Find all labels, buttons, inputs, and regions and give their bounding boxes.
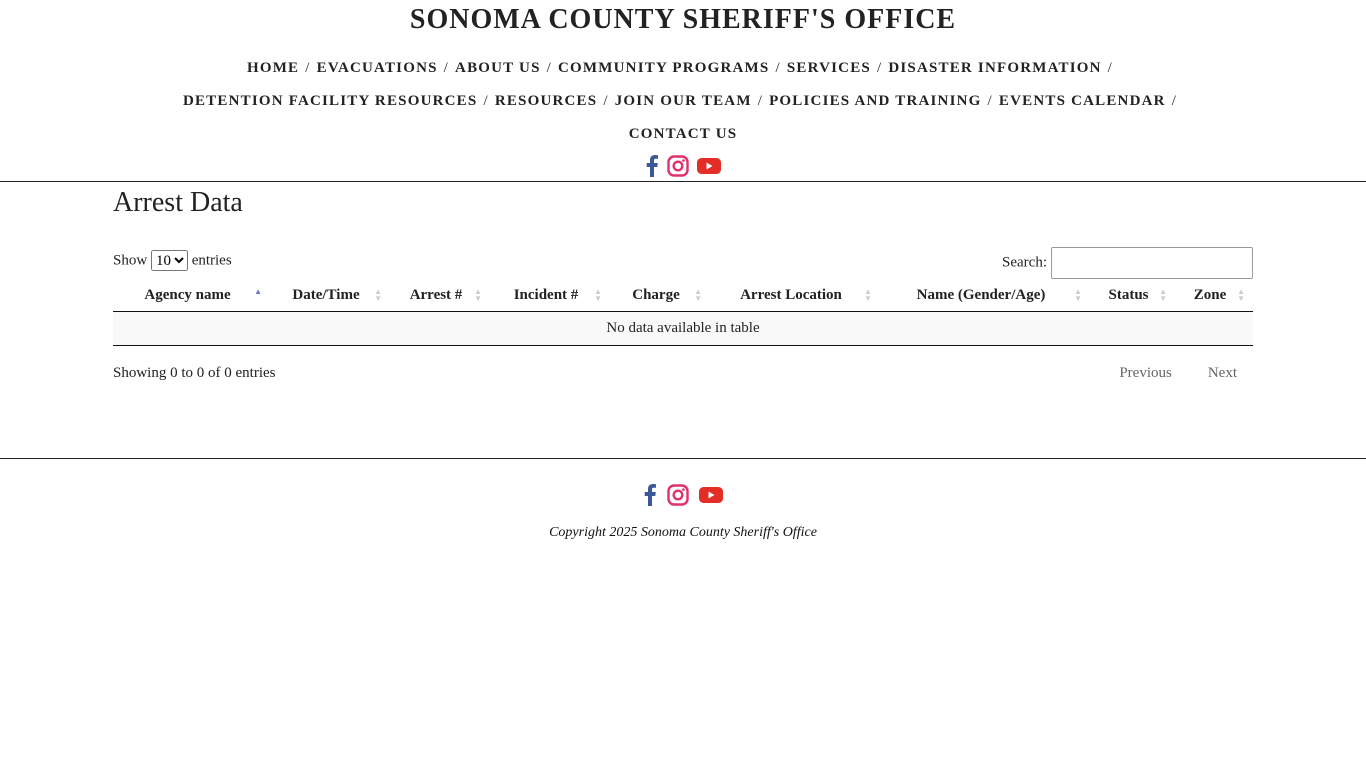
nav-item-detention-facility-resources[interactable]: DETENTION FACILITY RESOURCES	[182, 93, 478, 109]
sort-icon: ▲ ▼	[1237, 287, 1245, 303]
page-length-select[interactable]	[151, 250, 188, 271]
site-footer	[0, 479, 1366, 541]
nav-separator: /	[757, 93, 764, 109]
facebook-icon[interactable]	[645, 155, 659, 177]
arrest-data-table	[113, 280, 1253, 346]
nav-item-community-programs[interactable]: COMMUNITY PROGRAMS	[558, 60, 770, 76]
table-row	[113, 311, 1253, 345]
page-title: Arrest Data	[113, 187, 243, 218]
site-header	[0, 0, 1366, 181]
empty-table-message: No data available in table	[113, 311, 1253, 345]
previous-button[interactable]: Previous	[1119, 365, 1172, 381]
youtube-icon[interactable]	[699, 486, 723, 504]
main-nav	[163, 52, 1203, 151]
column-header-label: Charge	[632, 286, 680, 303]
nav-item-home[interactable]: HOME	[246, 60, 300, 76]
nav-separator: /	[987, 93, 993, 109]
column-header-incident[interactable]	[490, 280, 610, 311]
table-header-row	[113, 280, 1253, 311]
nav-item-events-calendar[interactable]: EVENTS CALENDAR	[998, 93, 1166, 109]
entries-label: entries	[191, 252, 232, 269]
sort-icon: ▲ ▼	[374, 287, 382, 303]
footer-social-links	[0, 479, 1366, 511]
page-length-control	[113, 250, 232, 271]
sort-icon: ▲ ▼	[864, 287, 872, 303]
nav-separator: /	[603, 93, 609, 109]
instagram-icon[interactable]	[667, 155, 689, 177]
column-header-zone[interactable]	[1175, 280, 1253, 311]
nav-separator: /	[775, 60, 781, 76]
instagram-icon[interactable]	[667, 484, 689, 506]
sort-icon: ▲ ▼	[1074, 287, 1082, 303]
search-label: Search:	[1002, 254, 1047, 271]
footer-divider	[0, 458, 1366, 459]
nav-item-join-our-team[interactable]: JOIN OUR TEAM	[614, 93, 752, 109]
pagination	[1083, 365, 1253, 382]
header-social-links	[0, 151, 1366, 181]
column-header-label: Name (Gender/Age)	[916, 286, 1046, 303]
sort-icon: ▲ ▼	[474, 287, 482, 303]
nav-item-resources[interactable]: RESOURCES	[494, 93, 598, 109]
column-header-arrest[interactable]	[390, 280, 490, 311]
next-button[interactable]: Next	[1207, 365, 1237, 381]
sort-icon: ▲ ▼	[694, 287, 702, 303]
sort-icon: ▲ ▼	[594, 287, 602, 303]
column-header-date-time[interactable]	[270, 280, 390, 311]
nav-separator: /	[305, 60, 311, 76]
nav-separator: /	[483, 93, 489, 109]
column-header-label: Agency name	[144, 286, 231, 303]
search-input[interactable]	[1051, 247, 1253, 279]
sort-icon: ▲ ▼	[1159, 287, 1167, 303]
youtube-icon[interactable]	[697, 157, 721, 175]
column-header-label: Arrest Location	[740, 286, 842, 303]
search-control	[1002, 247, 1253, 279]
show-label: Show	[113, 252, 148, 269]
nav-item-policies-and-training[interactable]: POLICIES AND TRAINING	[769, 93, 982, 109]
nav-separator: /	[1171, 93, 1178, 109]
nav-separator: /	[546, 60, 553, 76]
column-header-label: Zone	[1193, 286, 1227, 303]
nav-item-disaster-information[interactable]: DISASTER INFORMATION	[888, 60, 1102, 76]
nav-item-services[interactable]: SERVICES	[786, 60, 871, 76]
column-header-agency-name[interactable]	[113, 280, 270, 311]
column-header-label: Incident #	[513, 286, 579, 303]
nav-separator: /	[443, 60, 450, 76]
column-header-status[interactable]	[1090, 280, 1175, 311]
column-header-label: Date/Time	[292, 286, 360, 303]
nav-item-about-us[interactable]: ABOUT US	[455, 60, 541, 76]
column-header-name-gender-age[interactable]	[880, 280, 1090, 311]
column-header-label: Arrest #	[409, 286, 463, 303]
table-info: Showing 0 to 0 of 0 entries	[113, 365, 276, 381]
main-content	[113, 182, 1253, 458]
nav-item-contact-us[interactable]: CONTACT US	[628, 126, 738, 142]
nav-separator: /	[876, 60, 883, 76]
copyright: Copyright 2025 Sonoma County Sheriff's Office	[549, 525, 817, 540]
nav-item-evacuations[interactable]: EVACUATIONS	[316, 60, 438, 76]
site-title: SONOMA COUNTY SHERIFF'S OFFICE	[409, 4, 957, 35]
column-header-arrest-location[interactable]	[710, 280, 880, 311]
facebook-icon[interactable]	[643, 484, 657, 506]
sort-icon: ▲	[254, 287, 262, 296]
nav-separator: /	[1107, 60, 1114, 76]
table-controls	[113, 242, 1253, 280]
column-header-charge[interactable]	[610, 280, 710, 311]
column-header-label: Status	[1108, 286, 1149, 303]
